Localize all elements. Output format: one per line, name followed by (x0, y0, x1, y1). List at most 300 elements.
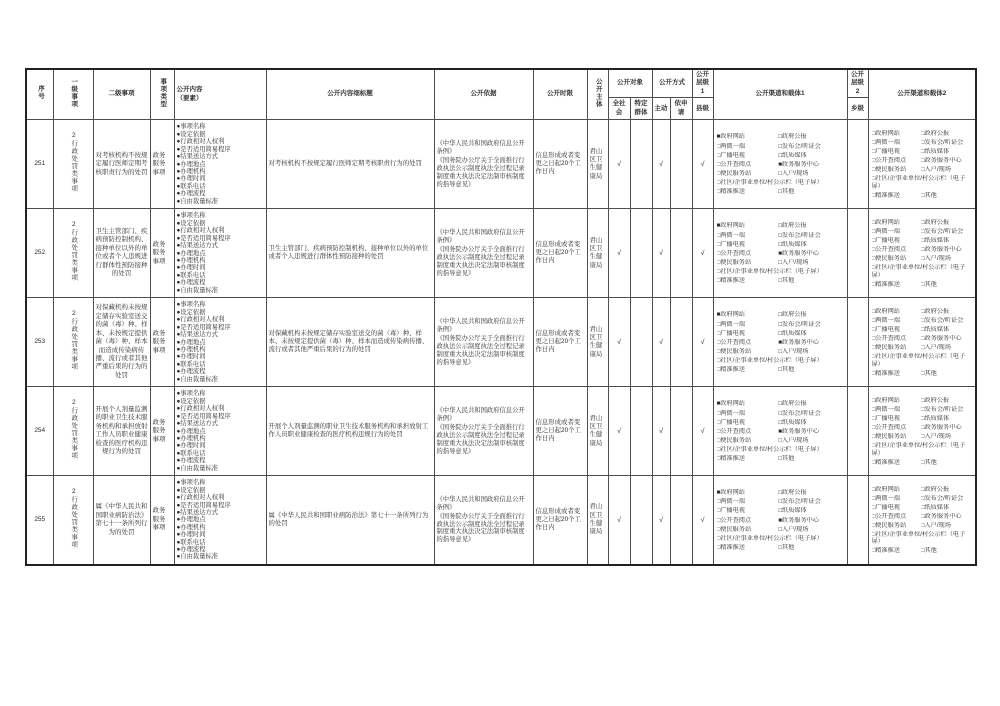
channel-option: ■政务服务中心 (778, 338, 820, 346)
cell-content-elements (174, 387, 266, 476)
channel-option: □便民服务站 (871, 344, 907, 352)
channel-option: ■政府网站 (716, 222, 745, 230)
cell-check-specific-group (630, 298, 652, 387)
channel-option: □发布会/听证会 (920, 405, 964, 413)
channel-option: □其他 (778, 277, 795, 285)
channel-option: □两微一端 (716, 231, 745, 239)
cell-content-subtitle: 对保藏机构未按规定储存实验室送交的菌（毒）种、样本、未按规定提供菌（毒）种、样本而造成传染病传播、流行或者其他严重后果的行为的处罚 (266, 298, 434, 387)
col-header-subject (587, 69, 608, 120)
channels2 (871, 307, 974, 378)
content-element-item: ●联系电话 (176, 538, 206, 546)
channel-option: □社区/企事业单位/村公示栏（电子屏） (871, 531, 966, 546)
channel-option: □政府网站 (871, 485, 900, 493)
table-row (26, 120, 976, 209)
col-header-level2-item: 二级事项 (93, 69, 150, 120)
content-element-item: ●是否适用简易程序 (176, 412, 231, 420)
channel-option: □两微一端 (871, 405, 900, 413)
channel-option: □社区/企事业单位/村公示栏（电子屏） (716, 534, 823, 542)
channel-option: □其他 (778, 455, 795, 463)
cell-check-whole-society: √ (608, 387, 630, 476)
channel-option: □精准推送 (871, 369, 900, 377)
cell-check-whole-society: √ (608, 476, 630, 565)
cell-check-specific-group (630, 476, 652, 565)
cell-subject: 君山区卫生健康局 (587, 298, 608, 387)
cell-channels-2 (868, 120, 976, 209)
channel-option: □政府公报 (778, 222, 807, 230)
channel-option: □社区/企事业单位/村公示栏（电子屏） (871, 264, 966, 279)
cell-channels-1 (713, 209, 847, 298)
table-header (26, 69, 976, 120)
basis-item: 《国务院办公厅关于全面推行行政执法公示制度执法全过程记录制度重大执法决定法制审核制度的指导意见》 (436, 423, 525, 455)
cell-seq: 251 (26, 120, 53, 209)
channel-option: □政务服务中心 (920, 335, 962, 343)
content-element-item: ●事项名称 (176, 123, 206, 131)
cell-check-township (847, 120, 868, 209)
channel-option: □发布会/听证会 (778, 498, 821, 506)
cell-check-on-request (670, 298, 692, 387)
cell-check-township (847, 387, 868, 476)
content-element-item: ●设定依据 (176, 308, 206, 316)
cell-channels-1 (713, 387, 847, 476)
channel-option: □其他 (778, 188, 795, 196)
basis-list (437, 496, 531, 544)
cell-check-proactive: √ (652, 298, 670, 387)
content-element-item: ●行政相对人权利 (176, 405, 225, 413)
content-elements (177, 301, 264, 383)
col-header-seq-label: 序号 (37, 85, 44, 101)
channel-option: □精准推送 (871, 547, 900, 555)
cell-level2-item: 开展个人剂量监测的职业卫生技术服务机构和承担放射工作人员职业健康检查的医疗机构违规行为的处罚 (93, 387, 150, 476)
content-element-item: ●是否适用简易程序 (176, 145, 231, 153)
channel-option: □社区/企事业单位/村公示栏（电子屏） (716, 357, 823, 364)
content-element-item: ●自由裁量标准 (176, 464, 219, 472)
channel-option: □其他 (778, 366, 795, 374)
content-element-item: ●办理流程 (176, 190, 206, 198)
content-element-item: ●联系电话 (176, 182, 206, 190)
level1-item-text: 2行政处罚类事项 (70, 488, 78, 549)
channel-option: □公开查阅点 (716, 338, 752, 346)
cell-level2-item: 对考核机构不按规定履行医师定期考核职责行为的处罚 (93, 120, 150, 209)
channel-option: □政府网站 (871, 218, 900, 226)
channel-option: □入户/现场 (778, 258, 809, 266)
channel-option: □社区/企事业单位/村公示栏（电子屏） (716, 179, 823, 186)
cell-level2-item: 对保藏机构未按规定储存实验室送交的菌（毒）种、样本、未按规定提供菌（毒）种、样本而造成传染病传播、流行或者其他严重后果的行为的处罚 (93, 298, 150, 387)
basis-list (437, 318, 531, 366)
cell-level1-item (53, 120, 93, 209)
col-header-level1-label: 一级事项 (70, 77, 78, 108)
channels1 (716, 132, 845, 196)
channel-option: □两微一端 (716, 498, 745, 506)
cell-basis (434, 476, 533, 565)
channel-option: □其他 (920, 280, 937, 288)
channel-option: □其他 (920, 547, 937, 555)
content-element-item: ●办理流程 (176, 279, 206, 287)
cell-check-specific-group (630, 387, 652, 476)
cell-check-specific-group (630, 120, 652, 209)
basis-item: 《中华人民共和国政府信息公开条例》 (436, 495, 525, 511)
cell-channels-2 (868, 298, 976, 387)
channel-option: □两微一端 (871, 494, 900, 502)
cell-item-type: 政务服务事项 (150, 387, 174, 476)
channel-option: □社区/企事业单位/村公示栏（电子屏） (871, 442, 966, 457)
basis-list (437, 229, 531, 277)
channel-option: □政府网站 (871, 129, 900, 137)
channel-option: □公开查阅点 (716, 516, 752, 524)
channel-option: □入户/现场 (920, 344, 951, 352)
basis-item: 《国务院办公厅关于全面推行行政执法公示制度执法全过程记录制度重大执法决定法制审核制度的指导意见》 (436, 156, 525, 188)
channel-option: □发布会/听证会 (778, 231, 821, 239)
col-header-proactive: 主动 (652, 98, 670, 120)
content-element-item: ●结果送达方式 (176, 242, 219, 250)
channel-option: □广播电视 (871, 148, 900, 156)
channel-option: □发布会/听证会 (778, 409, 821, 417)
channel-option: □政府公报 (920, 129, 950, 137)
channel-option: □社区/企事业单位/村公示栏（电子屏） (716, 446, 823, 453)
cell-basis (434, 120, 533, 209)
channel-option: □入户/现场 (778, 525, 809, 533)
cell-time-limit: 信息形成或者变更之日起20个工作日内 (533, 209, 587, 298)
channel-option: □发布会/听证会 (778, 142, 821, 150)
content-elements (177, 212, 264, 294)
cell-basis (434, 298, 533, 387)
level1-item-text: 2行政处罚类事项 (70, 399, 78, 460)
cell-check-whole-society: √ (608, 298, 630, 387)
channel-option: □便民服务站 (716, 258, 752, 266)
channel-option: □政府公报 (778, 400, 807, 408)
cell-channels-2 (868, 387, 976, 476)
disclosure-table (25, 68, 977, 566)
cell-check-on-request (670, 476, 692, 565)
col-header-method: 公开方式 (652, 69, 692, 98)
col-header-county: 县级 (692, 98, 713, 120)
content-element-item: ●结果送达方式 (176, 420, 219, 428)
channel-option: □政务服务中心 (920, 157, 962, 165)
cell-item-type: 政务服务事项 (150, 209, 174, 298)
cell-seq: 254 (26, 387, 53, 476)
channel-option: □纸质媒体 (778, 418, 807, 426)
content-element-item: ●自由裁量标准 (176, 286, 219, 294)
cell-level1-item (53, 387, 93, 476)
channel-option: □广播电视 (716, 240, 745, 248)
basis-item: 《中华人民共和国政府信息公开条例》 (436, 407, 525, 423)
cell-content-elements (174, 476, 266, 565)
content-element-item: ●设定依据 (176, 486, 206, 494)
content-element-item: ●办理机构 (176, 435, 206, 443)
channel-option: □广播电视 (716, 329, 745, 337)
col-header-subject-label: 公开主体 (594, 77, 602, 108)
channel-option: □发布会/听证会 (778, 320, 821, 328)
cell-time-limit: 信息形成或者变更之日起20个工作日内 (533, 387, 587, 476)
cell-time-limit: 信息形成或者变更之日起20个工作日内 (533, 120, 587, 209)
cell-check-on-request (670, 387, 692, 476)
content-element-item: ●办理流程 (176, 368, 206, 376)
content-element-item: ●自由裁量标准 (176, 197, 219, 205)
content-element-item: ●办理时间 (176, 175, 206, 183)
cell-content-subtitle: 开展个人剂量监测的职业卫生技术服务机构和承担放射工作人员职业健康检查的医疗机构违规行为的处罚 (266, 387, 434, 476)
col-header-township: 乡级 (847, 98, 868, 120)
channel-option: □入户/现场 (778, 436, 809, 444)
channel-option: □便民服务站 (871, 255, 907, 263)
channel-option: □便民服务站 (716, 525, 752, 533)
content-element-item: ●行政相对人权利 (176, 316, 225, 324)
cell-check-township (847, 209, 868, 298)
channel-option: □公开查阅点 (871, 157, 907, 165)
content-element-item: ●结果送达方式 (176, 331, 219, 339)
channel-option: □其他 (920, 369, 937, 377)
channel-option: □其他 (920, 191, 937, 199)
channels2 (871, 485, 974, 556)
cell-content-subtitle: 卫生主管部门、疾病预防控制机构、接种单位以外的单位或者个人违规进行群体性预防接种的处罚 (266, 209, 434, 298)
content-element-item: ●办理流程 (176, 457, 206, 465)
channel-option: □社区/企事业单位/村公示栏（电子屏） (716, 268, 823, 275)
content-element-item: ●行政相对人权利 (176, 494, 225, 502)
channel-option: □精准推送 (871, 191, 900, 199)
channel-option: □便民服务站 (871, 166, 907, 174)
channel-option: □纸质媒体 (920, 326, 950, 334)
cell-level1-item (53, 298, 93, 387)
channel-option: □政务服务中心 (920, 424, 962, 432)
channel-option: □两微一端 (871, 138, 900, 146)
table-row (26, 476, 976, 565)
channel-option: □政务服务中心 (920, 246, 962, 254)
col-header-specific-group: 特定群体 (630, 98, 652, 120)
content-element-item: ●办理流程 (176, 546, 206, 554)
cell-content-elements (174, 209, 266, 298)
content-element-item: ●办理地点 (176, 249, 206, 257)
channel-option: □纸质媒体 (920, 503, 950, 511)
cell-check-whole-society: √ (608, 209, 630, 298)
cell-basis (434, 387, 533, 476)
content-element-item: ●办理地点 (176, 338, 206, 346)
channel-option: □政府公报 (778, 133, 807, 141)
channel-option: □公开查阅点 (716, 427, 752, 435)
cell-check-county: √ (692, 120, 713, 209)
table-body (26, 120, 976, 565)
cell-channels-1 (713, 120, 847, 209)
channel-option: ■政务服务中心 (778, 160, 820, 168)
channel-option: □精准推送 (716, 188, 745, 196)
col-header-whole-society: 全社会 (608, 98, 630, 120)
channel-option: □政府公报 (920, 307, 950, 315)
level1-item-text: 2行政处罚类事项 (70, 132, 78, 193)
channel-option: □社区/企事业单位/村公示栏（电子屏） (871, 175, 966, 190)
channel-option: □其他 (778, 543, 795, 551)
cell-channels-1 (713, 298, 847, 387)
cell-seq: 253 (26, 298, 53, 387)
channel-option: □入户/现场 (920, 166, 951, 174)
content-element-item: ●自由裁量标准 (176, 375, 219, 383)
content-element-item: ●是否适用简易程序 (176, 323, 231, 331)
channel-option: □便民服务站 (716, 436, 752, 444)
content-element-item: ●设定依据 (176, 219, 206, 227)
channel-option: □入户/现场 (778, 347, 809, 355)
cell-time-limit: 信息形成或者变更之日起20个工作日内 (533, 476, 587, 565)
basis-item: 《国务院办公厅关于全面推行行政执法公示制度执法全过程记录制度重大执法决定法制审核制度的指导意见》 (436, 512, 525, 544)
col-header-item-type (150, 69, 174, 120)
channel-option: □公开查阅点 (871, 246, 907, 254)
cell-subject: 君山区卫生健康局 (587, 387, 608, 476)
content-element-item: ●结果送达方式 (176, 508, 219, 516)
content-elements (177, 390, 264, 472)
channel-option: □两微一端 (716, 142, 745, 150)
channel-option: □精准推送 (871, 280, 900, 288)
channel-option: □政府公报 (920, 485, 950, 493)
channel-option: □社区/企事业单位/村公示栏（电子屏） (871, 353, 966, 368)
cell-content-elements (174, 298, 266, 387)
channel-option: □纸质媒体 (920, 415, 950, 423)
channel-option: □发布会/听证会 (920, 494, 964, 502)
cell-check-county: √ (692, 298, 713, 387)
col-header-level-2: 公开层级2 (847, 69, 868, 98)
channel-option: □两微一端 (871, 316, 900, 324)
basis-list (437, 407, 531, 455)
cell-content-subtitle: 对考核机构不按规定履行医师定期考核职责行为的处罚 (266, 120, 434, 209)
col-header-basis: 公开依据 (434, 69, 533, 120)
channel-option: □精准推送 (716, 277, 745, 285)
cell-channels-2 (868, 476, 976, 565)
content-elements (177, 123, 264, 205)
cell-subject: 君山区卫生健康局 (587, 120, 608, 209)
channel-option: ■政府网站 (716, 400, 745, 408)
cell-check-on-request (670, 120, 692, 209)
content-element-item: ●办理机构 (176, 523, 206, 531)
cell-item-type: 政务服务事项 (150, 298, 174, 387)
cell-seq: 255 (26, 476, 53, 565)
channel-option: □政府公报 (778, 489, 807, 497)
cell-check-township (847, 298, 868, 387)
channels1 (716, 488, 845, 552)
channel-option: □广播电视 (716, 507, 745, 515)
channel-option: □入户/现场 (920, 522, 951, 530)
cell-check-proactive: √ (652, 120, 670, 209)
cell-subject: 君山区卫生健康局 (587, 476, 608, 565)
cell-check-county: √ (692, 209, 713, 298)
cell-time-limit: 信息形成或者变更之日起20个工作日内 (533, 298, 587, 387)
basis-item: 《国务院办公厅关于全面推行行政执法公示制度执法全过程记录制度重大执法决定法制审核制度的指导意见》 (436, 245, 525, 277)
cell-content-subtitle: 属《中华人民共和国职业病防治法》第七十一条所列行为的处罚 (266, 476, 434, 565)
channel-option: □入户/现场 (920, 433, 951, 441)
content-element-item: ●办理时间 (176, 264, 206, 272)
cell-level1-item (53, 209, 93, 298)
content-element-item: ●自由裁量标准 (176, 553, 219, 561)
cell-check-proactive: √ (652, 209, 670, 298)
col-header-seq (26, 69, 53, 120)
cell-check-proactive: √ (652, 387, 670, 476)
channel-option: □纸质媒体 (920, 237, 950, 245)
content-element-item: ●事项名称 (176, 479, 206, 487)
channel-option: ■政府网站 (716, 489, 745, 497)
channel-option: ■政府网站 (716, 133, 745, 141)
basis-item: 《中华人民共和国政府信息公开条例》 (436, 140, 525, 156)
channel-option: □便民服务站 (716, 347, 752, 355)
col-header-level1-item (53, 69, 93, 120)
channels1 (716, 399, 845, 463)
cell-seq: 252 (26, 209, 53, 298)
cell-subject: 君山区卫生健康局 (587, 209, 608, 298)
channel-option: □纸质媒体 (778, 329, 807, 337)
cell-level2-item: 卫生主管部门、疾病预防控制机构、接种单位以外的单位或者个人违规进行群体性预防接种的处罚 (93, 209, 150, 298)
channel-option: □两微一端 (871, 227, 900, 235)
content-element-item: ●办理时间 (176, 531, 206, 539)
cell-channels-1 (713, 476, 847, 565)
cell-item-type: 政务服务事项 (150, 476, 174, 565)
channel-option: □公开查阅点 (716, 249, 752, 257)
channel-option: □公开查阅点 (871, 335, 907, 343)
basis-item: 《国务院办公厅关于全面推行行政执法公示制度执法全过程记录制度重大执法决定法制审核制度的指导意见》 (436, 334, 525, 366)
channels1 (716, 221, 845, 285)
channel-option: □纸质媒体 (778, 151, 807, 159)
cell-basis (434, 209, 533, 298)
col-header-content-subtitle: 公开内容细标题 (266, 69, 434, 120)
channel-option: □入户/现场 (778, 169, 809, 177)
content-element-item: ●设定依据 (176, 397, 206, 405)
col-header-channels-1: 公开渠道和载体1 (713, 69, 847, 120)
cell-check-whole-society: √ (608, 120, 630, 209)
channel-option: □广播电视 (716, 418, 745, 426)
content-element-item: ●行政相对人权利 (176, 227, 225, 235)
basis-item: 《中华人民共和国政府信息公开条例》 (436, 318, 525, 334)
content-element-item: ●设定依据 (176, 130, 206, 138)
content-element-item: ●是否适用简易程序 (176, 234, 231, 242)
cell-check-county: √ (692, 387, 713, 476)
col-header-content-elements-label: 公开内容（要素） (176, 86, 203, 102)
content-element-item: ●联系电话 (176, 449, 206, 457)
level1-item-text: 2行政处罚类事项 (70, 310, 78, 371)
content-element-item: ●办理时间 (176, 353, 206, 361)
channel-option: □政府公报 (920, 396, 950, 404)
content-elements (177, 479, 264, 561)
channel-option: □入户/现场 (920, 255, 951, 263)
cell-check-specific-group (630, 209, 652, 298)
channel-option: □广播电视 (716, 151, 745, 159)
cell-level2-item: 属《中华人民共和国职业病防治法》第七十一条所列行为的处罚 (93, 476, 150, 565)
content-element-item: ●事项名称 (176, 390, 206, 398)
col-header-content-elements (174, 69, 266, 120)
channel-option: □公开查阅点 (871, 512, 907, 520)
table-row (26, 387, 976, 476)
cell-check-township (847, 476, 868, 565)
cell-item-type: 政务服务事项 (150, 120, 174, 209)
channel-option: ■政府网站 (716, 311, 745, 319)
basis-list (437, 140, 531, 188)
channel-option: □纸质媒体 (920, 148, 950, 156)
channel-option: □广播电视 (871, 237, 900, 245)
col-header-item-type-label: 事项类型 (159, 77, 167, 108)
col-header-channels-2: 公开渠道和载体2 (868, 69, 976, 120)
content-element-item: ●事项名称 (176, 212, 206, 220)
channel-option: □精准推送 (716, 455, 745, 463)
channel-option: □公开查阅点 (716, 160, 752, 168)
table-row (26, 298, 976, 387)
basis-item: 《中华人民共和国政府信息公开条例》 (436, 229, 525, 245)
channel-option: □广播电视 (871, 415, 900, 423)
channel-option: □纸质媒体 (778, 240, 807, 248)
content-element-item: ●办理机构 (176, 257, 206, 265)
content-element-item: ●办理机构 (176, 346, 206, 354)
channel-option: □广播电视 (871, 503, 900, 511)
level1-item-text: 2行政处罚类事项 (70, 221, 78, 282)
content-element-item: ●联系电话 (176, 360, 206, 368)
channel-option: □政府网站 (871, 307, 900, 315)
content-element-item: ●办理地点 (176, 160, 206, 168)
cell-check-on-request (670, 209, 692, 298)
content-element-item: ●是否适用简易程序 (176, 501, 231, 509)
channel-option: □其他 (920, 458, 937, 466)
channel-option: □便民服务站 (871, 522, 907, 530)
channel-option: □政府网站 (871, 396, 900, 404)
channels1 (716, 310, 845, 374)
cell-level1-item (53, 476, 93, 565)
